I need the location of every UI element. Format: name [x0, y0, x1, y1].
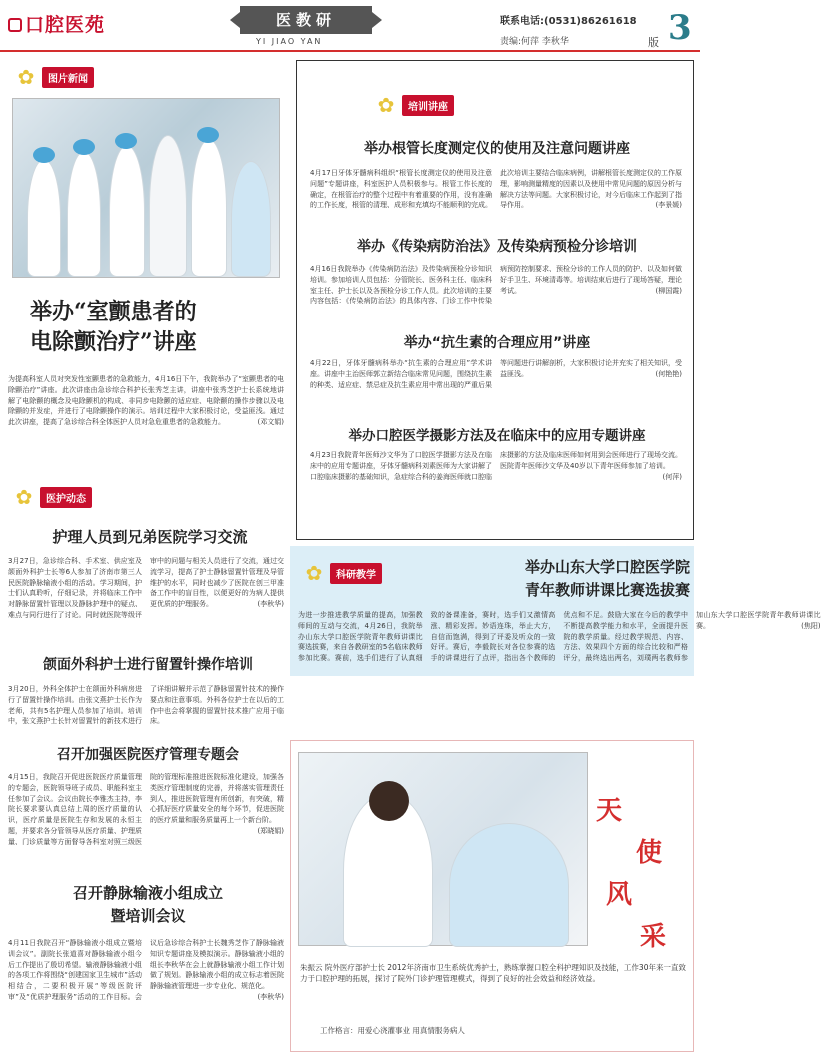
tooth-icon — [8, 18, 22, 32]
angel-char-2: 使 — [636, 838, 663, 868]
contact-phone: 联系电话:(0531)86261618 — [500, 16, 637, 27]
flower-icon: ✿ — [377, 93, 395, 117]
nursing-story1-title: 护理人员到兄弟医院学习交流 — [52, 528, 248, 546]
nursing-story4-body: 4月11日我院召开“静脉输液小组成立暨培训会议”。副院长张道喜对静脉输液小组今后工作提出了殷切希望。输液静脉输液小组的各项工作将围绕“创建国家卫生城市”活动相结合，二要积极开展“等级医院评审”及“优质护理服务”活动的工作目标。会议后急诊综合科护士长魏秀芝作了静脉输液知识专题讲座及模拟演示。静脉输液小组的组长李秋华在会上就静脉输液小组工作计划做了规划。静脉输液小组的成立标志着医院静脉输液管理进一步专业化、规范化。 (李秋华) — [8, 939, 284, 1001]
masthead — [0, 0, 700, 52]
photo-news-body: 为提高科室人员对突发性室颤患者的急救能力，4月16日下午，我院举办了“室颤患者的电除颤治疗”讲座。此次讲座由急诊综合科护长张秀芝主讲，讲座中张秀芝护士长系统地讲解了电除颤的概念及电除颤机的构成、非同步电除颤的适应症、电除颤的操作步骤以及电除颤的并发症，并进行了电除颤操作的演示。培训过程中大家积极讨论，受益匪浅。通过此次讲座，提高了急诊综合科全体医护人员对急危重患者的急救能力。 (邓文娟) — [8, 375, 284, 427]
training-story4-body: 4月23日我院青年医师沙文华为了口腔医学摄影方法及在临床中的应用专题讲座，牙体牙髓病科刘素医师为大家讲解了口腔临床摄影的基础知识，急症综合科的姜海医师就口腔临床摄影的方法及临床医师如何用到会医师进行了现场交流。医院青年医师沙文华及40岁以下青年医师参加了培训。 (何萍) — [310, 451, 682, 481]
angel-char-4: 采 — [640, 922, 667, 952]
training-story1-title: 举办根管长度测定仪的使用及注意问题讲座 — [364, 141, 630, 157]
nursing-story3-body: 4月15日，我院召开促进医院医疗质量管理的专题会，医院领导班子成员、职能科室主任参加了会议。会议由院长李雅杰主持，李院长要求要认真总结上周的医疗质量的认识，医疗质量是医院生存和发展的永恒主题，并要求各分管领导从医疗质量、护理质量、门诊质量等方面督导各科室对照三级医院的管理标准推进医院标准化建设，加强各类医疗管理制度的完善，并将落实管理责任到人，推进医院管理有所创新，有突破，精心抓好医疗质量安全的每个环节，促进医院的医疗质量和服务质量再上一个新台阶。 (郑晓娟) — [8, 773, 284, 846]
training-story3-title: 举办“抗生素的合理应用”讲座 — [403, 335, 591, 351]
section-tab: 医教研 — [240, 6, 372, 34]
flower-icon: ✿ — [17, 65, 35, 89]
angel-char-1: 天 — [596, 796, 623, 826]
training-story2-body: 4月16日我院举办《传染病防治法》及传染病预检分诊知识培训。参加培训人员包括：分管院长、医务科主任、临床科室主任、护士长以及各预检分诊工作人员。此次培训的主要内容包括：《传染病防治法》的具体内容、门诊工作中传染病预防控制要求、预检分诊的工作人员的防护、以及如何做好手卫生、环境清毒等。培训结束后进行了现场答疑，理论考试。 (柳国霞) — [310, 265, 682, 306]
nursing-story1-body: 3月27日，急诊综合科、手术室、供应室及颌面外科护士长等6人参加了济南市第三人民医院静脉输液小组的活动。学习期间，护士们认真聆听，仔细记录，并将临床工作中对静脉留置针管理以及静脉护理中的疑点、难点与同行进行了讨论。同时就医院等级评审中的问题与相关人员进行了交流，通过交流学习，提高了护士静脉留置针管理及导管维护的水平，同时也减少了医院在创三甲准备工作中的盲目性，以便更好的为病人提供更优质的护理服务。 (李秋华) — [8, 557, 284, 619]
nursing-story2-body: 3月20日，外科全体护士在颌面外科病房进行了留置针操作培训。由张文燕护士长作为老师，共有5名护理人员参加了培训。培训中，张文燕护士长针对留置针的新技术进行了详细讲解并示范了静脉留置针技术的操作要点和注意事项。外科各位护士在以后的工作中也会将掌握的留置针技术推广应用于临床。 — [8, 685, 284, 726]
angel-char-3: 风 — [606, 880, 633, 910]
brand-logo: 口腔医苑 — [8, 10, 105, 37]
photo-news-headline: 举办“室颤患者的 电除颤治疗”讲座 — [30, 299, 197, 355]
photo-defibrillation-lecture — [12, 98, 280, 278]
flower-icon: ✿ — [15, 485, 33, 509]
research-body: 为进一步推进教学质量的提高，加强教师间的互动与交流，4月26日，我院举办山东大学口腔医学院青年教师讲课比赛选拔赛，来自各教研室的5名临床教师参加比赛。赛前，选手们进行了认真细致的备课准备，赛时，选手们又激情高涨、精彩发挥。妙语连珠，举止大方，自信而饱满，得到了评委及听众的一致好评。赛后，李毅院长对各位参赛的选手的讲课进行了点评，指出各个教师的优点和不足。鼓励大家在今后的教学中不断提高教学能力和水平，全面提升医院的教学质量。经过教学规范、内容、方法、效果四个方面的综合比较和严格评分，最终选出两名，刘璞两名教师参加山东大学口腔医学院青年教师讲课比赛。 (焦阳) — [298, 611, 821, 663]
training-story3-body: 4月22日，牙体牙髓病科举办“抗生素的合理应用”学术讲座。讲座中主治医师郭立新结合临床常见问题，围绕抗生素的种类、适应症、禁忌症及抗生素应用中常出现的严重后果等问题进行讲解剖析，大家积极讨论并充实了相关知识，受益匪浅。 (何艳艳) — [310, 359, 682, 389]
research-headline: 举办山东大学口腔医学院 青年教师讲课比赛选拔赛 — [524, 558, 690, 600]
training-story4-title: 举办口腔医学摄影方法及在临床中的应用专题讲座 — [348, 428, 646, 444]
flower-icon: ✿ — [305, 561, 323, 585]
section-pinyin: YI JIAO YAN — [256, 37, 323, 46]
editors: 责编:何萍 李秋华 — [500, 37, 569, 47]
photo-news-tag: ✿ 图片新闻 — [10, 66, 94, 88]
nursing-tag: ✿ 医护动态 — [8, 486, 92, 508]
angel-caption: 朱振云 院外医疗部护士长 2012年济南市卫生系统优秀护士，熟练掌握口腔全科护理知识及技能，工作30年来一直致力于口腔护理的拓展，探讨了院外门诊护理管理模式，得到了良好的社会效益和经济效益。 — [300, 963, 686, 983]
page-number: 3 — [668, 8, 692, 48]
training-story2-title: 举办《传染病防治法》及传染病预检分诊培训 — [357, 239, 637, 255]
angel-motto: 工作格言：用爱心浇灌事业 用真情服务病人 — [320, 1026, 465, 1035]
training-tag: ✿ 培训讲座 — [370, 94, 454, 116]
page-label: 版 — [648, 36, 659, 49]
photo-nurse-profile — [298, 752, 588, 946]
research-tag: ✿ 科研教学 — [298, 562, 382, 584]
nursing-story3-title: 召开加强医院医疗管理专题会 — [57, 747, 239, 763]
nursing-story2-title: 颌面外科护士进行留置针操作培训 — [43, 657, 253, 673]
training-story1-body: 4月17日牙体牙髓病科组织“根管长度测定仪的使用及注意问题”专题讲座，科室医护人员积极参与。根管工作长度的确定，在根管治疗的整个过程中有着重要的作用，没有准确的工作长度，根管的清理、成形和充填均不能顺利的完成。此次培训主要结合临床病例，讲解根管长度测定仪的工作原理，影响测量精度的因素以及使用中常见问题的原因分析与解决方法等问题。大家积极讨论，对今后临床工作起到了指导作用。 (李景媛) — [310, 169, 682, 210]
nursing-story4-title: 召开静脉输液小组成立 暨培训会议 — [72, 884, 223, 926]
